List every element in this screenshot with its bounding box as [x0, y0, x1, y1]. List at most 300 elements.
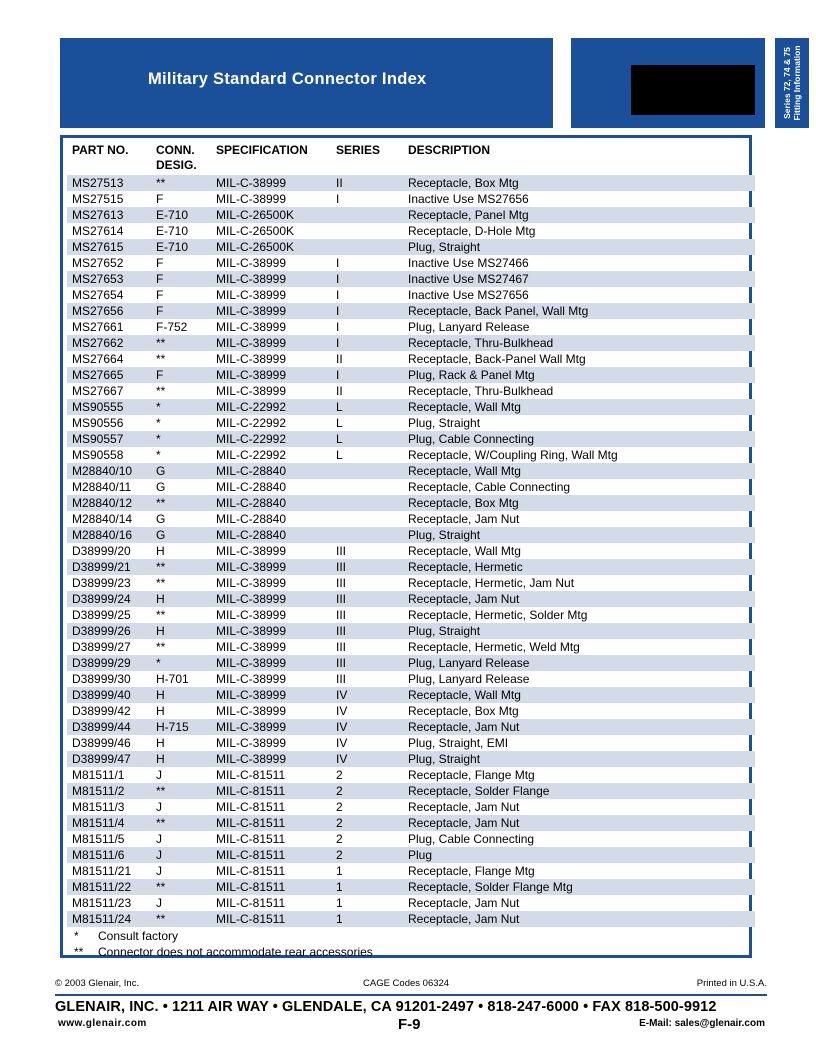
cell-part-no: D38999/20 — [72, 544, 131, 558]
table-row — [67, 495, 755, 511]
cell-series: I — [336, 320, 340, 334]
table-row — [67, 415, 755, 431]
table-row — [67, 687, 755, 703]
cell-part-no: M28840/14 — [72, 512, 133, 526]
table-row — [67, 303, 755, 319]
header-right-panel — [571, 38, 765, 128]
cell-description: Plug, Lanyard Release — [408, 672, 530, 686]
cell-series: II — [336, 384, 343, 398]
cell-specification: MIL-C-38999 — [216, 368, 287, 382]
table-row — [67, 239, 755, 255]
cell-series: I — [336, 192, 340, 206]
cell-description: Receptacle, Panel Mtg — [408, 208, 529, 222]
cell-specification: MIL-C-22992 — [216, 448, 287, 462]
cell-specification: MIL-C-38999 — [216, 656, 287, 670]
cell-specification: MIL-C-28840 — [216, 528, 287, 542]
side-tab-line1: Series 72, 74 & 75 — [782, 47, 792, 119]
table-row — [67, 575, 755, 591]
cell-part-no: MS27614 — [72, 224, 124, 238]
cell-part-no: M81511/1 — [72, 768, 125, 782]
cell-series: L — [336, 432, 343, 446]
table-row — [67, 783, 755, 799]
cell-description: Plug, Lanyard Release — [408, 656, 530, 670]
cell-description: Receptacle, Jam Nut — [408, 800, 520, 814]
cell-conn-desig: H-701 — [156, 672, 189, 686]
cell-part-no: MS27661 — [72, 320, 124, 334]
table-row — [67, 655, 755, 671]
page-title: Military Standard Connector Index — [148, 70, 427, 88]
cell-specification: MIL-C-38999 — [216, 256, 287, 270]
cell-description: Receptacle, Box Mtg — [408, 704, 519, 718]
cell-conn-desig: * — [156, 432, 161, 446]
cell-part-no: D38999/44 — [72, 720, 131, 734]
cell-conn-desig: G — [156, 512, 166, 526]
cell-specification: MIL-C-38999 — [216, 752, 287, 766]
cell-specification: MIL-C-38999 — [216, 288, 287, 302]
table-body — [67, 175, 755, 927]
cell-series: L — [336, 416, 343, 430]
cell-conn-desig: F — [156, 272, 164, 286]
cell-description: Receptacle, Hermetic, Weld Mtg — [408, 640, 580, 654]
table-row — [67, 287, 755, 303]
cell-part-no: MS27515 — [72, 192, 124, 206]
cell-specification: MIL-C-38999 — [216, 736, 287, 750]
cell-description: Plug, Cable Connecting — [408, 432, 535, 446]
table-row — [67, 223, 755, 239]
cell-description: Plug, Straight — [408, 416, 481, 430]
cell-conn-desig: ** — [156, 912, 166, 926]
cell-part-no: MS27664 — [72, 352, 124, 366]
cell-part-no: D38999/24 — [72, 592, 131, 606]
cell-conn-desig: F-752 — [156, 320, 188, 334]
cell-series: III — [336, 592, 347, 606]
cell-specification: MIL-C-38999 — [216, 352, 287, 366]
cell-part-no: D38999/29 — [72, 656, 131, 670]
cell-series: 2 — [336, 800, 343, 814]
cell-part-no: D38999/23 — [72, 576, 131, 590]
cell-description: Receptacle, W/Coupling Ring, Wall Mtg — [408, 448, 618, 462]
cell-specification: MIL-C-81511 — [216, 864, 286, 878]
cell-conn-desig: * — [156, 416, 161, 430]
cell-specification: MIL-C-26500K — [216, 208, 295, 222]
cell-description: Receptacle, Hermetic, Jam Nut — [408, 576, 575, 590]
cell-description: Receptacle, Jam Nut — [408, 816, 520, 830]
cell-part-no: MS27615 — [72, 240, 124, 254]
cell-conn-desig: H — [156, 704, 165, 718]
cell-part-no: M81511/23 — [72, 896, 132, 910]
cell-specification: MIL-C-38999 — [216, 624, 287, 638]
cell-specification: MIL-C-81511 — [216, 848, 286, 862]
cell-part-no: MS90555 — [72, 400, 124, 414]
cell-series: IV — [336, 720, 348, 734]
cell-series: III — [336, 672, 347, 686]
cell-conn-desig: F — [156, 368, 164, 382]
cell-specification: MIL-C-38999 — [216, 384, 287, 398]
cell-description: Receptacle, Box Mtg — [408, 176, 519, 190]
cell-description: Receptacle, Thru-Bulkhead — [408, 384, 554, 398]
cell-description: Receptacle, Back-Panel Wall Mtg — [408, 352, 586, 366]
cell-description: Receptacle, Wall Mtg — [408, 544, 521, 558]
col-description: DESCRIPTION — [408, 143, 491, 157]
cell-description: Receptacle, Hermetic — [408, 560, 523, 574]
cell-specification: MIL-C-38999 — [216, 720, 287, 734]
cell-series: 2 — [336, 816, 343, 830]
table-row — [67, 863, 755, 879]
cell-series: 2 — [336, 832, 343, 846]
cage-codes: CAGE Codes 06324 — [363, 978, 450, 989]
cell-conn-desig: ** — [156, 880, 166, 894]
cell-part-no: D38999/46 — [72, 736, 131, 750]
cell-description: Inactive Use MS27656 — [408, 192, 529, 206]
cell-conn-desig: H — [156, 736, 165, 750]
cell-part-no: M81511/3 — [72, 800, 125, 814]
cell-specification: MIL-C-81511 — [216, 784, 286, 798]
cell-series: L — [336, 448, 343, 462]
cell-conn-desig: J — [156, 848, 162, 862]
cell-description: Receptacle, D-Hole Mtg — [408, 224, 536, 238]
cell-description: Receptacle, Jam Nut — [408, 720, 520, 734]
cell-conn-desig: ** — [156, 608, 166, 622]
table-row — [67, 559, 755, 575]
cell-description: Receptacle, Wall Mtg — [408, 688, 521, 702]
cell-description: Receptacle, Flange Mtg — [408, 768, 535, 782]
cell-description: Receptacle, Jam Nut — [408, 592, 520, 606]
cell-part-no: MS27656 — [72, 304, 124, 318]
cell-conn-desig: ** — [156, 784, 166, 798]
cell-series: I — [336, 304, 340, 318]
cell-specification: MIL-C-38999 — [216, 640, 287, 654]
table-row — [67, 175, 755, 191]
cell-series: 2 — [336, 848, 343, 862]
side-tab-line2: Fitting Information — [792, 45, 802, 121]
website-link[interactable]: www.glenair.com — [58, 1018, 147, 1029]
cell-specification: MIL-C-38999 — [216, 192, 287, 206]
cell-series: III — [336, 656, 347, 670]
cell-part-no: D38999/26 — [72, 624, 131, 638]
company-address: GLENAIR, INC. • 1211 AIR WAY • GLENDALE, CA 91201-2497 • 818-247-6000 • FAX 818-500-9912 — [55, 999, 717, 1015]
cell-part-no: D38999/21 — [72, 560, 131, 574]
table-row — [67, 383, 755, 399]
cell-specification: MIL-C-22992 — [216, 400, 287, 414]
cell-series: IV — [336, 704, 348, 718]
cell-specification: MIL-C-38999 — [216, 576, 287, 590]
table-row — [67, 735, 755, 751]
table-row — [67, 767, 755, 783]
cell-part-no: MS27513 — [72, 176, 124, 190]
table-row — [67, 799, 755, 815]
cell-series: IV — [336, 752, 348, 766]
cell-conn-desig: F — [156, 304, 164, 318]
cell-description: Inactive Use MS27467 — [408, 272, 529, 286]
cell-description: Receptacle, Solder Flange Mtg — [408, 880, 573, 894]
cell-conn-desig: * — [156, 448, 161, 462]
cell-specification: MIL-C-26500K — [216, 224, 295, 238]
cell-series: IV — [336, 736, 348, 750]
side-tab[interactable] — [775, 38, 809, 128]
cell-series: III — [336, 560, 347, 574]
cell-specification: MIL-C-81511 — [216, 912, 286, 926]
cell-description: Receptacle, Jam Nut — [408, 912, 520, 926]
cell-specification: MIL-C-38999 — [216, 560, 287, 574]
cell-conn-desig: J — [156, 832, 162, 846]
cell-description: Plug, Straight — [408, 624, 481, 638]
table-row — [67, 319, 755, 335]
cell-description: Receptacle, Box Mtg — [408, 496, 519, 510]
cell-description: Inactive Use MS27466 — [408, 256, 529, 270]
cell-part-no: MS27667 — [72, 384, 124, 398]
cell-specification: MIL-C-81511 — [216, 816, 286, 830]
cell-conn-desig: H — [156, 688, 165, 702]
cell-specification: MIL-C-38999 — [216, 672, 287, 686]
cell-conn-desig: F — [156, 256, 164, 270]
table-row — [67, 479, 755, 495]
cell-series: I — [336, 368, 340, 382]
cell-specification: MIL-C-38999 — [216, 304, 287, 318]
table-row — [67, 847, 755, 863]
cell-series: I — [336, 336, 340, 350]
cell-conn-desig: J — [156, 896, 162, 910]
cell-series: 1 — [336, 912, 343, 926]
note-text: Consult factory — [98, 929, 179, 943]
table-row — [67, 623, 755, 639]
table-row — [67, 591, 755, 607]
table-header — [72, 143, 732, 175]
cell-description: Plug — [408, 848, 433, 862]
cell-series: III — [336, 640, 347, 654]
printed-in: Printed in U.S.A. — [696, 978, 767, 989]
cell-series: III — [336, 608, 347, 622]
cell-series: II — [336, 176, 343, 190]
table-row — [67, 271, 755, 287]
table-row — [67, 895, 755, 911]
cell-conn-desig: G — [156, 480, 166, 494]
cell-conn-desig: ** — [156, 640, 166, 654]
cell-description: Plug, Lanyard Release — [408, 320, 530, 334]
table-row — [67, 207, 755, 223]
cell-series: 1 — [336, 864, 343, 878]
cell-specification: MIL-C-28840 — [216, 496, 287, 510]
cell-part-no: M81511/2 — [72, 784, 125, 798]
table-row — [67, 831, 755, 847]
cell-conn-desig: G — [156, 464, 166, 478]
note-symbol: * — [74, 929, 79, 943]
cell-conn-desig: ** — [156, 816, 166, 830]
cell-series: III — [336, 624, 347, 638]
cell-conn-desig: ** — [156, 576, 166, 590]
table-row — [67, 703, 755, 719]
cell-description: Receptacle, Back Panel, Wall Mtg — [408, 304, 589, 318]
table-row — [67, 719, 755, 735]
cell-part-no: MS27654 — [72, 288, 124, 302]
cell-part-no: M81511/22 — [72, 880, 132, 894]
cell-conn-desig: J — [156, 800, 162, 814]
table-row — [67, 639, 755, 655]
cell-description: Receptacle, Thru-Bulkhead — [408, 336, 554, 350]
cell-part-no: D38999/42 — [72, 704, 131, 718]
cell-conn-desig: E-710 — [156, 240, 189, 254]
cell-specification: MIL-C-38999 — [216, 176, 287, 190]
table-row — [67, 399, 755, 415]
cell-specification: MIL-C-38999 — [216, 272, 287, 286]
cell-description: Receptacle, Cable Connecting — [408, 480, 571, 494]
cell-part-no: M28840/11 — [72, 480, 132, 494]
table-row — [67, 431, 755, 447]
cell-part-no: MS90558 — [72, 448, 124, 462]
col-specification: SPECIFICATION — [216, 143, 308, 157]
cell-series: 2 — [336, 784, 343, 798]
cell-part-no: M28840/16 — [72, 528, 133, 542]
cell-conn-desig: ** — [156, 560, 166, 574]
table-row — [67, 367, 755, 383]
cell-specification: MIL-C-81511 — [216, 832, 286, 846]
cell-conn-desig: F — [156, 192, 164, 206]
cell-conn-desig: F — [156, 288, 164, 302]
cell-part-no: MS27665 — [72, 368, 124, 382]
table-row — [67, 335, 755, 351]
cell-series: II — [336, 352, 343, 366]
cell-part-no: M81511/5 — [72, 832, 125, 846]
cell-part-no: D38999/30 — [72, 672, 131, 686]
page-number: F-9 — [398, 1016, 421, 1033]
cell-part-no: D38999/25 — [72, 608, 131, 622]
cell-part-no: MS90556 — [72, 416, 124, 430]
cell-part-no: MS27662 — [72, 336, 124, 350]
cell-conn-desig: ** — [156, 352, 166, 366]
cell-conn-desig: ** — [156, 496, 166, 510]
cell-conn-desig: H-715 — [156, 720, 189, 734]
cell-conn-desig: * — [156, 656, 161, 670]
table-row — [67, 751, 755, 767]
cell-description: Plug, Cable Connecting — [408, 832, 535, 846]
cell-conn-desig: ** — [156, 336, 166, 350]
header-black-box — [631, 65, 755, 115]
cell-description: Plug, Straight, EMI — [408, 736, 509, 750]
cell-specification: MIL-C-81511 — [216, 896, 286, 910]
cell-description: Receptacle, Solder Flange — [408, 784, 550, 798]
cell-conn-desig: E-710 — [156, 208, 189, 222]
table-row — [67, 527, 755, 543]
cell-specification: MIL-C-22992 — [216, 432, 287, 446]
email-link[interactable]: E-Mail: sales@glenair.com — [639, 1018, 765, 1029]
copyright: © 2003 Glenair, Inc. — [55, 978, 140, 989]
cell-conn-desig: * — [156, 400, 161, 414]
side-tab-label — [782, 45, 802, 120]
cell-conn-desig: J — [156, 768, 162, 782]
cell-specification: MIL-C-38999 — [216, 336, 287, 350]
table-row — [67, 911, 755, 927]
cell-description: Plug, Straight — [408, 240, 481, 254]
cell-part-no: M81511/24 — [72, 912, 132, 926]
table-row — [67, 543, 755, 559]
cell-conn-desig: G — [156, 528, 166, 542]
cell-specification: MIL-C-38999 — [216, 320, 287, 334]
cell-part-no: M81511/4 — [72, 816, 125, 830]
cell-conn-desig: H — [156, 544, 165, 558]
cell-specification: MIL-C-38999 — [216, 704, 287, 718]
cell-description: Receptacle, Wall Mtg — [408, 464, 521, 478]
col-desig: DESIG. — [156, 158, 197, 172]
cell-series: 1 — [336, 880, 343, 894]
cell-specification: MIL-C-28840 — [216, 464, 287, 478]
cell-part-no: MS27653 — [72, 272, 124, 286]
cell-part-no: MS27613 — [72, 208, 124, 222]
cell-series: I — [336, 272, 340, 286]
cell-part-no: D38999/40 — [72, 688, 131, 702]
cell-specification: MIL-C-81511 — [216, 800, 286, 814]
cell-series: 2 — [336, 768, 343, 782]
table-row — [67, 255, 755, 271]
cell-part-no: M81511/21 — [72, 864, 132, 878]
cell-specification: MIL-C-28840 — [216, 480, 287, 494]
cell-series: L — [336, 400, 343, 414]
cell-specification: MIL-C-38999 — [216, 544, 287, 558]
cell-part-no: M81511/6 — [72, 848, 125, 862]
header-banner — [60, 38, 553, 128]
cell-series: 1 — [336, 896, 343, 910]
table-row — [67, 879, 755, 895]
cell-part-no: MS27652 — [72, 256, 124, 270]
cell-specification: MIL-C-81511 — [216, 768, 286, 782]
cell-description: Inactive Use MS27656 — [408, 288, 529, 302]
table-row — [67, 447, 755, 463]
cell-description: Receptacle, Flange Mtg — [408, 864, 535, 878]
col-part-no: PART NO. — [72, 143, 129, 157]
footer-rule — [55, 994, 767, 996]
cell-description: Receptacle, Jam Nut — [408, 896, 520, 910]
cell-conn-desig: ** — [156, 384, 166, 398]
cell-series: III — [336, 576, 347, 590]
cell-description: Receptacle, Wall Mtg — [408, 400, 521, 414]
table-row — [67, 815, 755, 831]
cell-conn-desig: E-710 — [156, 224, 189, 238]
cell-specification: MIL-C-28840 — [216, 512, 287, 526]
cell-specification: MIL-C-38999 — [216, 688, 287, 702]
table-row — [67, 351, 755, 367]
table-row — [67, 671, 755, 687]
cell-description: Receptacle, Hermetic, Solder Mtg — [408, 608, 588, 622]
cell-description: Plug, Straight — [408, 752, 481, 766]
note-text: Connector does not accommodate rear accessories — [98, 945, 373, 959]
col-conn: CONN. — [156, 143, 195, 157]
table-row — [67, 607, 755, 623]
col-series: SERIES — [336, 143, 381, 157]
cell-specification: MIL-C-22992 — [216, 416, 287, 430]
cell-conn-desig: H — [156, 752, 165, 766]
cell-series: III — [336, 544, 347, 558]
cell-description: Plug, Straight — [408, 528, 481, 542]
table-row — [67, 191, 755, 207]
cell-part-no: D38999/27 — [72, 640, 131, 654]
cell-series: I — [336, 256, 340, 270]
cell-conn-desig: ** — [156, 176, 166, 190]
cell-specification: MIL-C-26500K — [216, 240, 295, 254]
cell-specification: MIL-C-81511 — [216, 880, 286, 894]
cell-series: I — [336, 288, 340, 302]
cell-specification: MIL-C-38999 — [216, 592, 287, 606]
cell-part-no: D38999/47 — [72, 752, 131, 766]
cell-part-no: MS90557 — [72, 432, 124, 446]
cell-conn-desig: J — [156, 864, 162, 878]
cell-series: IV — [336, 688, 348, 702]
table-row — [67, 463, 755, 479]
cell-part-no: M28840/10 — [72, 464, 133, 478]
cell-specification: MIL-C-38999 — [216, 608, 287, 622]
cell-conn-desig: H — [156, 624, 165, 638]
table-row — [67, 511, 755, 527]
cell-description: Receptacle, Jam Nut — [408, 512, 520, 526]
cell-part-no: M28840/12 — [72, 496, 133, 510]
note-symbol: ** — [74, 945, 84, 959]
